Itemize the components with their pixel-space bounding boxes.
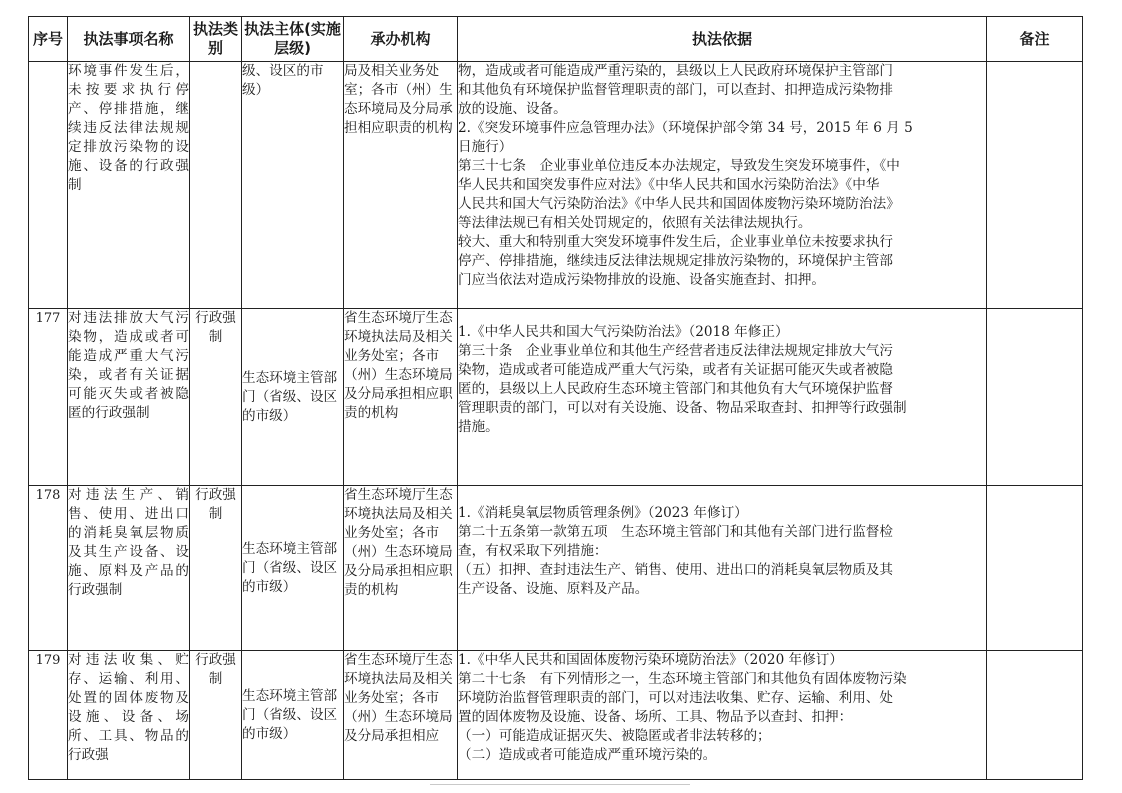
cell-subject: 生态环境主管部门（省级、设区的市级） [242,309,344,486]
cell-org: 省生态环境厅生态环境执法局及相关业务处室；各市（州）生态环境局及分局承担相应 [344,651,458,780]
basis-line: 日施行） [458,139,513,155]
header-basis: 执法依据 [458,17,987,62]
enforcement-table [28,16,1083,780]
table-row [29,62,1083,309]
cell-category [190,62,242,309]
basis-line: 华人民共和国突发事件应对法》《中华人民共和国水污染防治法》《中华 [458,177,880,193]
scan-edge-mark [430,784,690,785]
cell-item: 对违法排放大气污染物，造成或者可能造成严重大气污染，或者有关证据可能灭失或者被隐匿的行政强制 [68,309,190,486]
cell-seq: 178 [29,486,68,651]
basis-line: 人民共和国大气污染防治法》《中华人民共和国固体废物污染环境防治法》 [458,196,900,212]
cell-subject: 生态环境主管部门（省级、设区的市级） [242,651,344,780]
header-seq: 序号 [29,17,68,62]
table-row [29,309,1083,486]
basis-line: 查，有权采取下列措施： [458,543,608,559]
cell-org: 省生态环境厅生态环境执法局及相关业务处室；各市（州）生态环境局及分局承担相应职责的机构 [344,309,458,486]
basis-line: 物，造成或者可能造成严重污染的，县级以上人民政府环境保护主管部门 [458,63,893,79]
header-org: 承办机构 [344,17,458,62]
basis-line: 第三十条 企业事业单位和其他生产经营者违反法律法规规定排放大气污 [458,343,893,359]
cell-note [987,651,1083,780]
basis-line: 等法律法规已有相关处罚规定的，依照有关法律法规执行。 [458,215,812,231]
cell-item: 对违法收集、贮存、运输、利用、处置的固体废物及设施、设备、场所、工具、物品的行政强 [68,651,190,780]
cell-category: 行政强制 [190,651,242,780]
cell-seq [29,62,68,309]
header-category: 执法类别 [190,17,242,62]
cell-org: 局及相关业务处室；各市（州）生态环境局及分局承担相应职责的机构 [344,62,458,309]
cell-basis [458,486,987,651]
cell-subject: 级、设区的市级） [242,62,344,309]
basis-line: （一）可能造成证据灭失、被隐匿或者非法转移的； [458,728,771,744]
cell-note [987,309,1083,486]
cell-seq: 177 [29,309,68,486]
basis-line: （五）扣押、查封违法生产、销售、使用、进出口的消耗臭氧层物质及其 [458,562,893,578]
cell-category: 行政强制 [190,309,242,486]
basis-line: 门应当依法对造成污染物排放的设施、设备实施查封、扣押。 [458,272,826,288]
cell-item: 环境事件发生后，未按要求执行停产、停排措施，继续违反法律法规规定排放污染物的设施、设备的行政强制 [68,62,190,309]
cell-basis [458,651,987,780]
cell-seq: 179 [29,651,68,780]
table-row [29,486,1083,651]
basis-line: 第二十五条第一款第五项 生态环境主管部门和其他有关部门进行监督检 [458,524,893,540]
basis-line: 和其他负有环境保护监督管理职责的部门，可以查封、扣押造成污染物排 [458,82,893,98]
header-note: 备注 [987,17,1083,62]
basis-line: 2.《突发环境事件应急管理办法》（环境保护部令第 34 号，2015 年 6 月 5 [458,120,913,136]
cell-basis [458,62,987,309]
basis-line: 置的固体废物及设施、设备、场所、工具、物品予以查封、扣押： [458,709,853,725]
basis-line: 1.《消耗臭氧层物质管理条例》（2023 年修订） [458,505,748,521]
basis-line: 第二十七条 有下列情形之一，生态环境主管部门和其他负有固体废物污染 [458,671,907,687]
cell-note [987,62,1083,309]
basis-line: 生产设备、设施、原料及产品。 [458,581,649,597]
basis-line: 染物，造成或者可能造成严重大气污染，或者有关证据可能灭失或者被隐 [458,362,893,378]
cell-subject: 生态环境主管部门（省级、设区的市级） [242,486,344,651]
basis-line: 1.《中华人民共和国固体废物污染环境防治法》（2020 年修订） [458,652,843,668]
table-row [29,651,1083,780]
basis-line: 措施。 [458,419,499,435]
basis-line: 管理职责的部门，可以对有关设施、设备、物品采取查封、扣押等行政强制 [458,400,907,416]
header-item: 执法事项名称 [68,17,190,62]
basis-line: 较大、重大和特别重大突发环境事件发生后，企业事业单位未按要求执行 [458,234,893,250]
basis-line: 匿的，县级以上人民政府生态环境主管部门和其他负有大气环境保护监督 [458,381,893,397]
header-subject: 执法主体(实施层级) [242,17,344,62]
basis-line: （二）造成或者可能造成严重环境污染的。 [458,747,717,763]
basis-line: 停产、停排措施，继续违反法律法规规定排放污染物的，环境保护主管部 [458,253,893,269]
basis-line: 环境防治监督管理职责的部门，可以对违法收集、贮存、运输、利用、处 [458,690,893,706]
cell-item: 对违法生产、销售、使用、进出口的消耗臭氧层物质及其生产设备、设施、原料及产品的行政强制 [68,486,190,651]
cell-category: 行政强制 [190,486,242,651]
cell-basis [458,309,987,486]
basis-line: 1.《中华人民共和国大气污染防治法》（2018 年修正） [458,324,789,340]
basis-line: 放的设施、设备。 [458,101,567,117]
cell-note [987,486,1083,651]
basis-line: 第三十七条 企业事业单位违反本办法规定，导致发生突发环境事件，《中 [458,158,900,174]
header-row [29,17,1083,62]
cell-org: 省生态环境厅生态环境执法局及相关业务处室；各市（州）生态环境局及分局承担相应职责的机构 [344,486,458,651]
